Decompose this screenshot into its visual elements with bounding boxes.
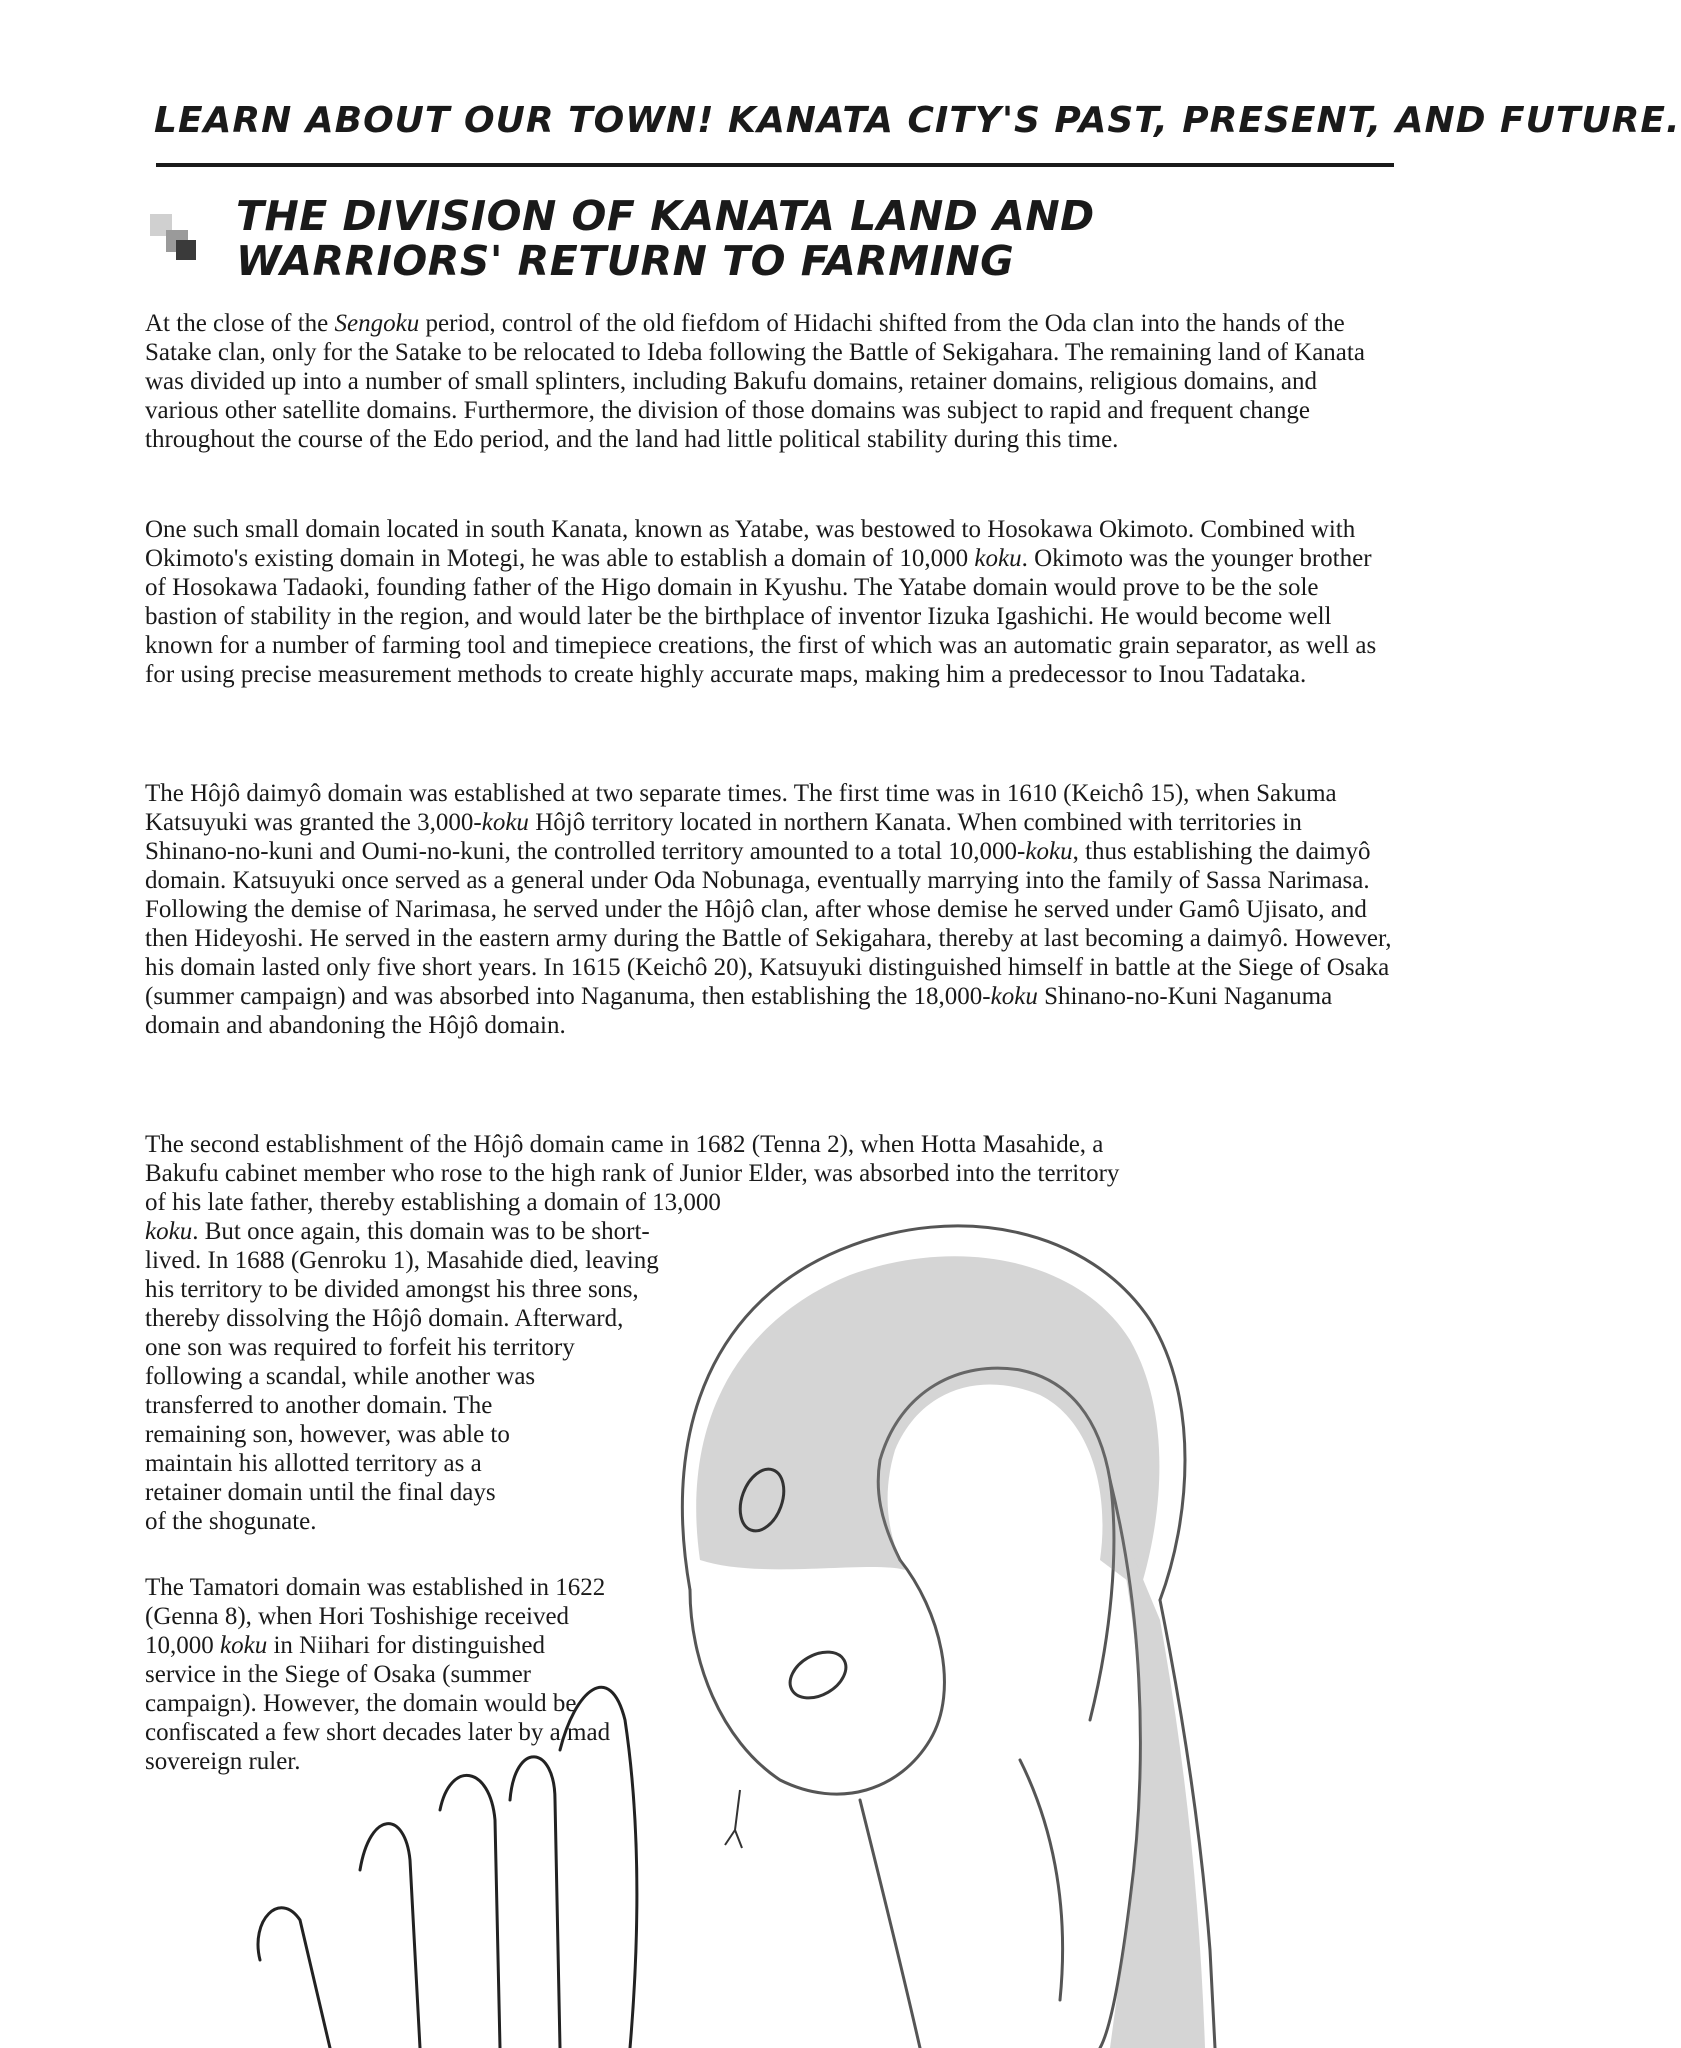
paragraph-tamatori: The Tamatori domain was established in 1622 (Genna 8), when Hori Toshishige received 10,000 koku in Niihari for distinguished service in the Siege of Osaka (summer campaign). However, the domain would be confiscated a few short decades later by a mad sovereign ruler.	[145, 1574, 611, 1775]
paragraph-yatabe: One such small domain located in south Kanata, known as Yatabe, was bestowed to Hosokawa Okimoto. Combined with Okimoto's existing domain in Motegi, he was able to establish a domain of 10,000 koku. Okimoto was the younger brother of Hosokawa Tadaoki, founding father of the Higo domain in Kyushu. The Yatabe domain would prove to be the sole bastion of stability in the region, and would later be the birthplace of inventor Iizuka Igashichi. He would become well known for a number of farming tool and timepiece creations, the first of which was an automatic grain separator, as well as for using precise measurement methods to create highly accurate maps, making him a predecessor to Inou Tadataka.	[145, 516, 1377, 688]
header-rule	[156, 163, 1394, 167]
paragraph-sengoku: At the close of the Sengoku period, control of the old fiefdom of Hidachi shifted from the Oda clan into the hands of the Satake clan, only for the Satake to be relocated to Ideba following the Battle of Sekigahara. The remaining land of Kanata was divided up into a number of small splinters, including Bakufu domains, retainer domains, religious domains, and various other satellite domains. Furthermore, the division of those domains was subject to rapid and frequent change throughout the course of the Edo period, and the land had little political stability during this time.	[145, 310, 1365, 453]
section-title: THE DIVISION OF KANATA LAND AND WARRIORS' RETURN TO FARMING	[236, 192, 1095, 285]
section-bullet-icon	[150, 214, 198, 260]
paragraph-hojo-first: The Hôjô daimyô domain was established at two separate times. The first time was in 1610 (Keichô 15), when Sakuma Katsuyuki was granted the 3,000-koku Hôjô territory located in northern Kanata. When combined with territories in Shinano-no-kuni and Oumi-no-kuni, the controlled territory amounted to a total 10,000-koku, thus establishing the daimyô domain. Katsuyuki once served as a general under Oda Nobunaga, eventually marrying into the family of Sassa Narimasa. Following the demise of Narimasa, he served under the Hôjô clan, after whose demise he served under Gamô Ujisato, and then Hideyoshi. He served in the eastern army during the Battle of Sekigahara, thereby at last becoming a daimyô. However, his domain lasted only five short years. In 1615 (Keichô 20), Katsuyuki distinguished himself in battle at the Siege of Osaka (summer campaign) and was absorbed into Naganuma, then establishing the 18,000-koku Shinano-no-Kuni Naganuma domain and abandoning the Hôjô domain.	[145, 780, 1392, 1039]
page-header: LEARN ABOUT OUR TOWN! KANATA CITY'S PAST, PRESENT, AND FUTURE.	[154, 100, 1681, 141]
paragraph-hojo-second: The second establishment of the Hôjô domain came in 1682 (Tenna 2), when Hotta Masahide, a Bakufu cabinet member who rose to the high rank of Junior Elder, was absorbed into the territory of his late father, thereby establishing a domain of 13,000 koku. But once again, this domain was to be short- lived. In 1688 (Genroku 1), Masahide died, leaving his territory to be divided amongst his three sons, thereby dissolving the Hôjô domain. Afterward, one son was required to forfeit his territory following a scandal, while another was transferred to another domain. The remaining son, however, was able to maintain his allotted territory as a retainer domain until the final days of the shogunate.	[145, 1131, 1120, 1535]
